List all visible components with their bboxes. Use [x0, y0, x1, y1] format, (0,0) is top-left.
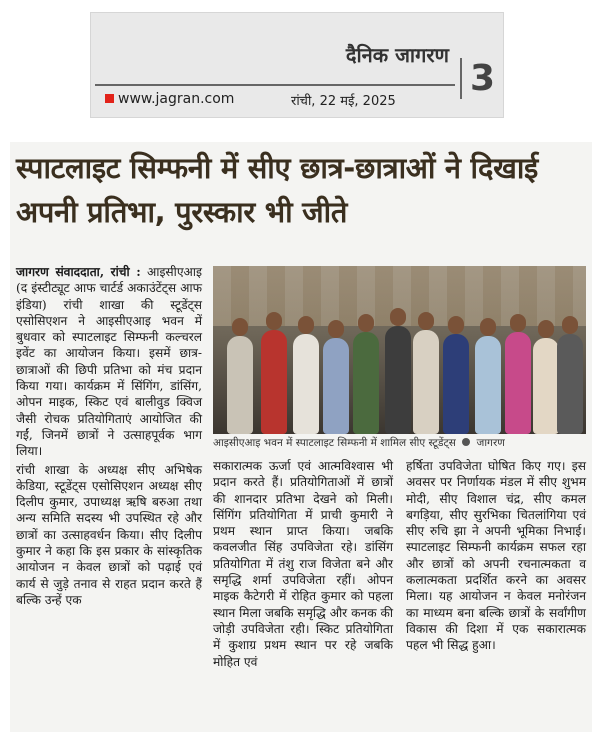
website-url-text: www.jagran.com — [118, 91, 235, 107]
article-byline: जागरण संवाददाता, रांची : — [16, 265, 141, 279]
photo-person — [293, 334, 319, 434]
photo-person — [533, 338, 559, 434]
paragraph-2: रांची शाखा के अध्यक्ष सीए अभिषेक केडिया, स्टूडेंट्स एसोसिएशन अध्यक्ष सीए दिलीप कुमार, उपाध्यक्ष ऋषि बरुआ तथा अन्य समिति सदस्य भी उपस्थित रहे और छात्रों का उत्साहवर्धन किया। सीए दिलीप कुमार ने कहा कि इस प्रकार के सांस्कृतिक आयोजन न केवल छात्रों को पढ़ाई एवं कार्य से जुड़े तनाव से राहत प्रदान करते हैं बल्कि उन्हें एक — [16, 462, 202, 607]
newspaper-masthead — [90, 12, 504, 118]
masthead-divider — [95, 84, 455, 86]
photo-person — [557, 334, 583, 434]
photo-person — [475, 336, 501, 434]
newspaper-brand: दैनिक जागरण — [345, 43, 449, 67]
credit-bullet-icon — [462, 438, 470, 446]
event-photo — [213, 266, 586, 434]
article-column-3: हर्षिता उपविजेता घोषित किए गए। इस अवसर पर निर्णायक मंडल में सीए शुभम मोदी, सीए विशाल चंद्र, सीए कमल बगड़िया, सीए सुरभिका चितलांगिया एवं सीए रुचि झा ने अपनी भूमिका निभाई। स्पाटलाइट सिम्फनी कार्यक्रम सफल रहा और छात्रों को अपनी रचनात्मकता व कलात्मकता प्रदर्शित करने का अवसर मिला। यह आयोजन न केवल मनोरंजन का माध्यम बना बल्कि छात्रों के सर्वांगीण विकास की दिशा में एक सकारात्मक पहल भी सिद्ध हुआ। — [406, 459, 586, 653]
photo-person — [261, 330, 287, 434]
edition-date: रांची, 22 मई, 2025 — [291, 94, 396, 109]
page-number: 3 — [460, 58, 495, 99]
paragraph-1: आइसीएआइ (द इंस्टीट्यूट आफ चार्टर्ड अकाउंटेंट्स आफ इंडिया) रांची शाखा की स्टूडेंट्स एसोसिएशन ने आइसीएआइ भवन में बुधवार को स्पाटलाइट सिम्फनी कल्चरल इवेंट का आयोजन किया। इसमें छात्र-छात्राओं की छिपी प्रतिभा को मंच प्रदान किया गया। कार्यक्रम में सिंगिंग, डांसिंग, ओपन माइक, स्किट एवं बालीवुड क्विज जैसी रोचक प्रतियोगिताएं आयोजित की गईं, जिनमें छात्रों ने उत्साहपूर्वक भाग लिया। — [16, 265, 202, 459]
website-url — [105, 91, 234, 107]
news-article — [10, 142, 592, 732]
article-column-1 — [16, 264, 202, 610]
photo-person — [227, 336, 253, 434]
photo-person — [323, 338, 349, 434]
photo-person — [413, 330, 439, 434]
photo-caption-text: आइसीएआइ भवन में स्पाटलाइट सिम्फनी में शामिल सीए स्टूडेंट्स — [213, 437, 456, 449]
article-headline: स्पाटलाइट सिम्फनी में सीए छात्र-छात्राओं ने दिखाई अपनी प्रतिभा, पुरस्कार भी जीते — [16, 151, 538, 229]
photo-person — [505, 332, 531, 434]
jagran-logo-icon — [105, 94, 114, 103]
photo-credit: जागरण — [476, 437, 505, 449]
article-column-2: सकारात्मक ऊर्जा एवं आत्मविश्वास भी प्रदान करते हैं। प्रतियोगिताओं में छात्रों की शानदार प्रतिभा देखने को मिली। सिंगिंग प्रतियोगिता में प्राची कुमारी ने प्रथम स्थान प्राप्त किया। जबकि कवलजीत सिंह उपविजेता रहे। डांसिंग प्रतियोगिता में तंशु राज विजेता बने और समृद्धि शर्मा उपविजेता रहीं। ओपन माइक कैटेगरी में रोहित कुमार को पहला स्थान मिला जबकि समृद्धि और कनक की जोड़ी उपविजेता रही। स्किट प्रतियोगिता में कुशाग्र प्रथम स्थान पर रहे जबकि मोहित एवं — [213, 459, 393, 669]
photo-person — [443, 334, 469, 434]
photo-caption — [213, 436, 586, 450]
photo-person — [385, 326, 411, 434]
photo-person — [353, 332, 379, 434]
